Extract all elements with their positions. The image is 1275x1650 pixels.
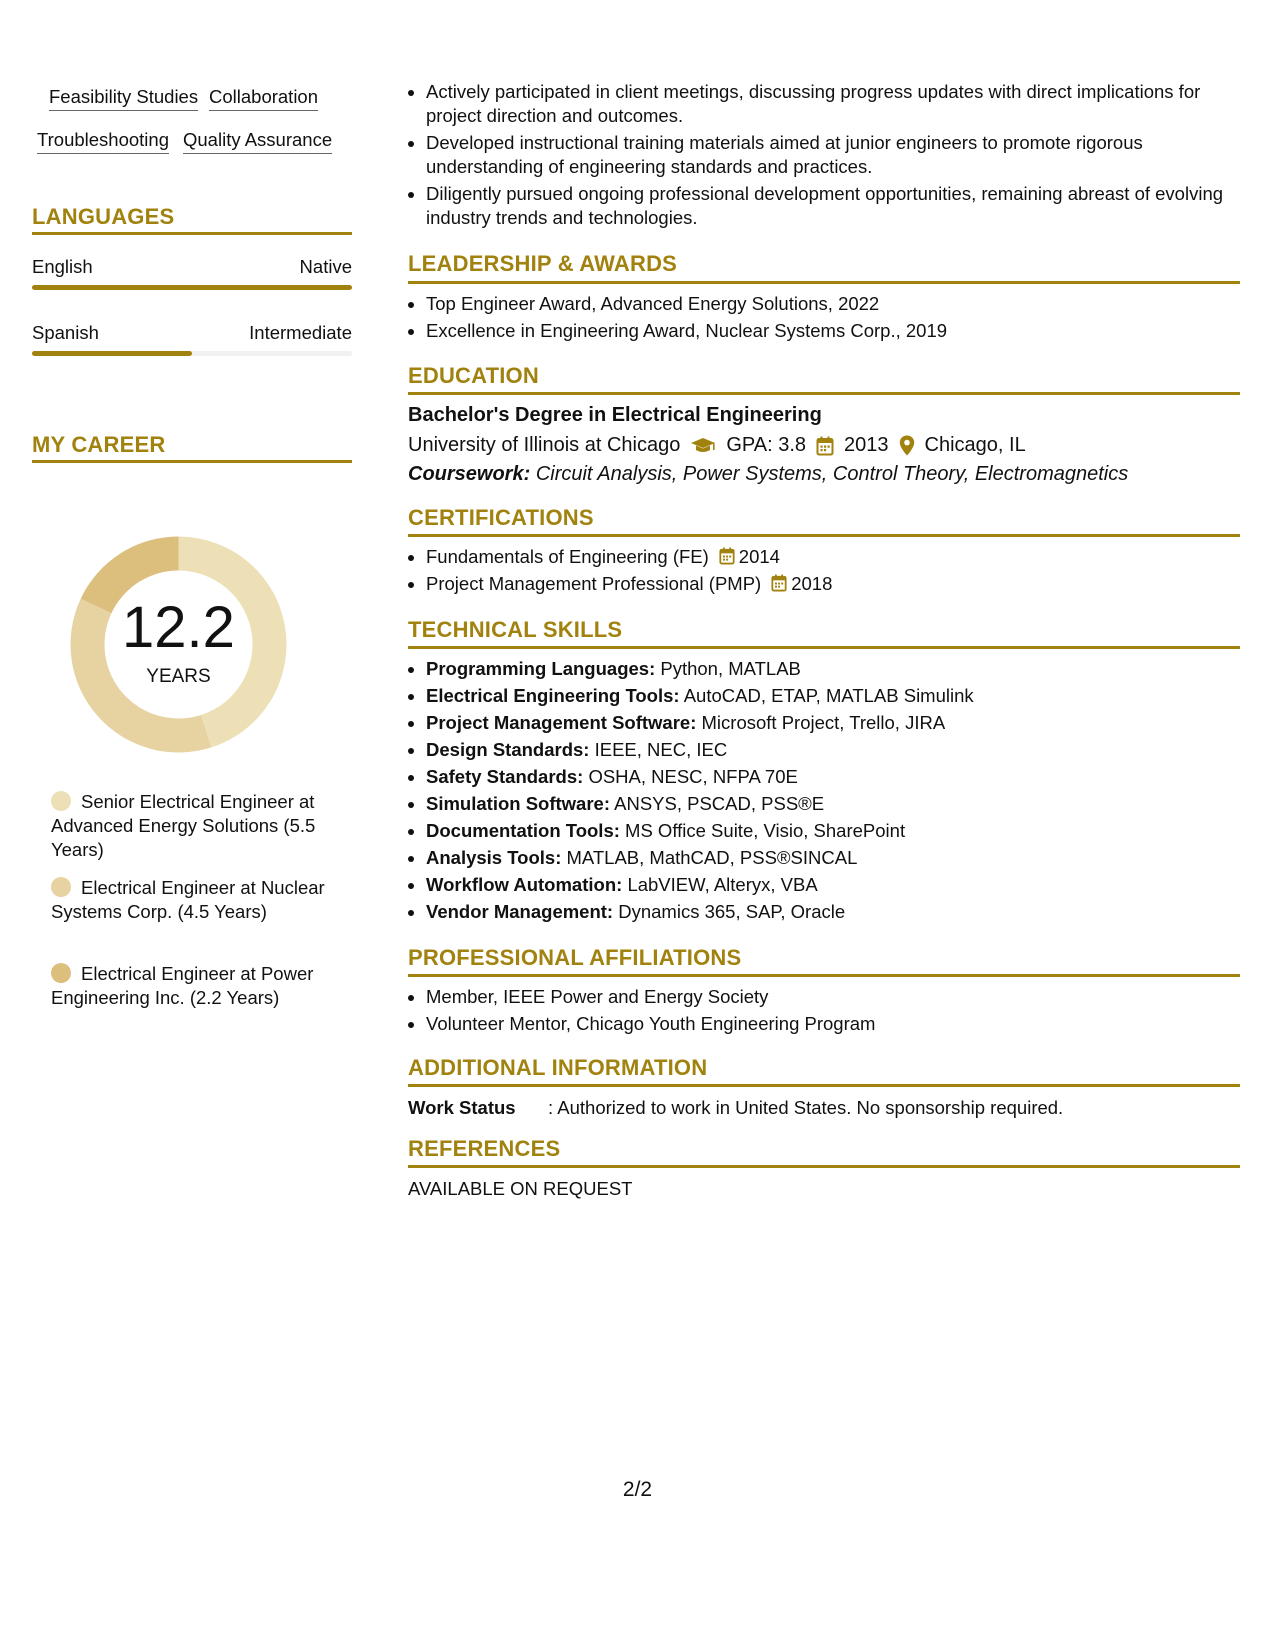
career-legend-item	[51, 962, 336, 1010]
technical-skill-value: LabVIEW, Alteryx, VBA	[627, 874, 818, 895]
section-divider	[408, 1084, 1240, 1087]
list-item: Excellence in Engineering Award, Nuclear Systems Corp., 2019	[408, 319, 1240, 343]
technical-skill-item	[408, 846, 1240, 870]
awards-title: LEADERSHIP & AWARDS	[408, 251, 678, 276]
technical-skill-label: Workflow Automation:	[426, 874, 623, 895]
language-name: Spanish	[32, 322, 99, 343]
technical-skills-title: TECHNICAL SKILLS	[408, 617, 623, 642]
technical-skill-value: AutoCAD, ETAP, MATLAB Simulink	[683, 685, 974, 706]
references-title: REFERENCES	[408, 1136, 561, 1161]
career-legend-label: Electrical Engineer at Nuclear Systems Corp. (4.5 Years)	[51, 877, 325, 922]
skill-tag: Troubleshooting	[37, 129, 169, 154]
technical-skill-label: Simulation Software:	[426, 793, 610, 814]
coursework-label: Coursework:	[408, 463, 531, 485]
technical-skill-label: Safety Standards:	[426, 766, 584, 787]
calendar-icon	[816, 436, 834, 456]
career-legend-label: Electrical Engineer at Power Engineering Inc. (2.2 Years)	[51, 963, 314, 1008]
certification-year: 2018	[791, 573, 833, 594]
list-item: Diligently pursued ongoing professional development opportunities, remaining abreast of evolving industry trends and technologies.	[408, 182, 1240, 230]
technical-skill-value: ANSYS, PSCAD, PSS®E	[614, 793, 825, 814]
education-gpa: GPA: 3.8	[726, 434, 807, 456]
awards-list	[408, 292, 1240, 346]
list-item: Member, IEEE Power and Energy Society	[408, 985, 1240, 1009]
language-bar	[32, 351, 352, 356]
technical-skill-label: Project Management Software:	[426, 712, 697, 733]
experience-bullets	[408, 80, 1240, 230]
technical-skill-label: Design Standards:	[426, 739, 590, 760]
technical-skill-value: OSHA, NESC, NFPA 70E	[588, 766, 798, 787]
section-divider	[32, 460, 352, 463]
technical-skill-item	[408, 873, 1240, 897]
career-legend-item	[51, 876, 336, 924]
language-level: Native	[299, 256, 352, 277]
list-item: Top Engineer Award, Advanced Energy Solutions, 2022	[408, 292, 1240, 316]
section-divider	[408, 1165, 1240, 1168]
language-name: English	[32, 256, 93, 277]
language-bar	[32, 285, 352, 290]
section-divider	[408, 646, 1240, 649]
location-pin-icon	[899, 435, 915, 456]
education-details	[408, 434, 1036, 457]
skill-tag: Quality Assurance	[183, 129, 332, 154]
language-level: Intermediate	[249, 322, 352, 343]
education-coursework	[408, 463, 1128, 486]
legend-dot-icon	[51, 963, 71, 983]
language-bar-fill	[32, 285, 352, 290]
list-item	[408, 572, 1240, 596]
technical-skill-item	[408, 900, 1240, 924]
technical-skill-item	[408, 684, 1240, 708]
technical-skill-label: Electrical Engineering Tools:	[426, 685, 680, 706]
section-divider	[408, 534, 1240, 537]
section-divider	[408, 281, 1240, 284]
affiliations-list	[408, 985, 1240, 1039]
technical-skill-value: Python, MATLAB	[660, 658, 801, 679]
certifications-title: CERTIFICATIONS	[408, 505, 594, 530]
technical-skill-label: Vendor Management:	[426, 901, 614, 922]
references-text: AVAILABLE ON REQUEST	[408, 1178, 633, 1199]
certification-name: Fundamentals of Engineering (FE)	[426, 546, 709, 567]
calendar-icon	[719, 547, 735, 565]
technical-skill-item	[408, 765, 1240, 789]
technical-skill-item	[408, 819, 1240, 843]
skill-tag: Collaboration	[209, 86, 318, 111]
technical-skills-list	[408, 657, 1240, 927]
skill-tags-row	[32, 129, 352, 155]
additional-info-title: ADDITIONAL INFORMATION	[408, 1055, 708, 1080]
technical-skill-value: MS Office Suite, Visio, SharePoint	[625, 820, 906, 841]
list-item: Actively participated in client meetings, discussing progress updates with direct implications for project direction and outcomes.	[408, 80, 1240, 128]
technical-skill-value: Dynamics 365, SAP, Oracle	[618, 901, 846, 922]
list-item: Developed instructional training materials aimed at junior engineers to promote rigorous understanding of engineering standards and practices.	[408, 131, 1240, 179]
list-item: Volunteer Mentor, Chicago Youth Engineering Program	[408, 1012, 1240, 1036]
career-total-years: 12.2	[122, 595, 235, 660]
technical-skill-label: Documentation Tools:	[426, 820, 620, 841]
calendar-icon	[771, 574, 787, 592]
section-divider	[32, 232, 352, 235]
affiliations-title: PROFESSIONAL AFFILIATIONS	[408, 945, 742, 970]
skill-tags-row	[32, 86, 352, 112]
education-school: University of Illinois at Chicago	[408, 434, 681, 456]
section-divider	[408, 392, 1240, 395]
legend-dot-icon	[51, 791, 71, 811]
technical-skill-value: Microsoft Project, Trello, JIRA	[701, 712, 946, 733]
education-location: Chicago, IL	[924, 434, 1026, 456]
certification-year: 2014	[738, 546, 780, 567]
graduation-cap-icon	[690, 437, 716, 455]
page-number: 2/2	[622, 1478, 653, 1501]
certifications-list	[408, 545, 1240, 599]
education-year: 2013	[844, 434, 889, 456]
education-title: EDUCATION	[408, 363, 539, 388]
technical-skill-label: Analysis Tools:	[426, 847, 562, 868]
technical-skill-value: MATLAB, MathCAD, PSS®SINCAL	[566, 847, 858, 868]
skill-tag: Feasibility Studies	[49, 86, 198, 111]
technical-skill-label: Programming Languages:	[426, 658, 656, 679]
technical-skill-value: IEEE, NEC, IEC	[594, 739, 728, 760]
technical-skill-item	[408, 657, 1240, 681]
career-donut-chart	[66, 532, 291, 757]
coursework-value: Circuit Analysis, Power Systems, Control Theory, Electromagnetics	[535, 463, 1129, 485]
technical-skill-item	[408, 738, 1240, 762]
list-item	[408, 545, 1240, 569]
certification-name: Project Management Professional (PMP)	[426, 573, 762, 594]
legend-dot-icon	[51, 877, 71, 897]
career-total-unit: YEARS	[146, 666, 211, 687]
career-legend-label: Senior Electrical Engineer at Advanced Energy Solutions (5.5 Years)	[51, 791, 316, 860]
languages-title: LANGUAGES	[32, 204, 175, 229]
education-degree: Bachelor's Degree in Electrical Engineering	[408, 404, 822, 426]
language-bar-fill	[32, 351, 192, 356]
work-status-value: : Authorized to work in United States. No sponsorship required.	[548, 1097, 1064, 1118]
work-status-label: Work Status	[408, 1097, 516, 1118]
career-title: MY CAREER	[32, 432, 166, 457]
technical-skill-item	[408, 792, 1240, 816]
career-legend-item	[51, 790, 336, 862]
section-divider	[408, 974, 1240, 977]
technical-skill-item	[408, 711, 1240, 735]
